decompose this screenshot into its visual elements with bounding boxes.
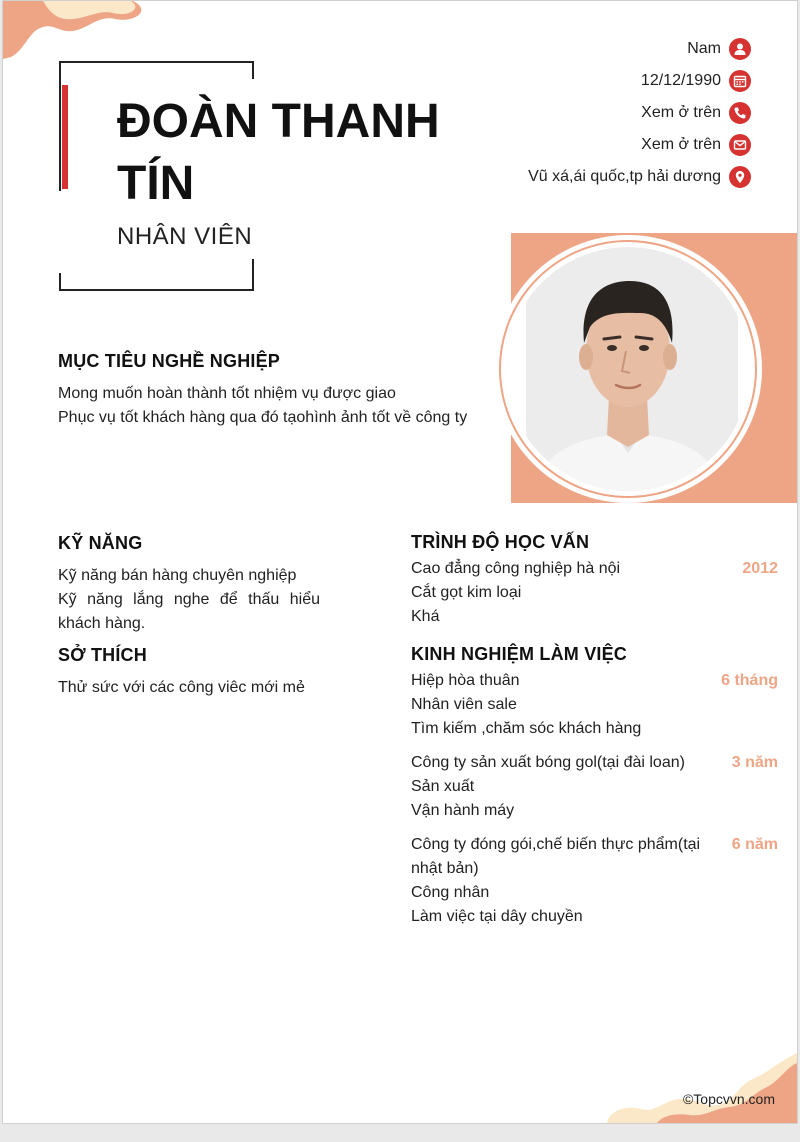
decorative-blob-bottom-right — [597, 1053, 797, 1123]
contact-gender — [528, 33, 751, 65]
hobbies-heading: SỞ THÍCH — [58, 645, 147, 665]
job-duration: 6 năm — [731, 836, 778, 853]
skill-item: Kỹ năng bán hàng chuyên nghiệp — [58, 567, 297, 584]
job-entry — [411, 751, 778, 823]
education-major: Cắt gọt kim loại — [411, 584, 522, 601]
objective-line: Phục vụ tốt khách hàng qua đó tạohình ảnh tốt về công ty — [58, 409, 468, 426]
hobby-item: Thử sức với các công viêc mới mẻ — [58, 679, 305, 696]
job-description: Làm việc tại dây chuyền — [411, 908, 583, 925]
education-grade: Khá — [411, 608, 440, 625]
job-entry — [411, 669, 778, 741]
job-company: Hiệp hòa thuân — [411, 672, 520, 689]
candidate-name: ĐOÀN THANH TÍN — [117, 95, 440, 210]
email-text: Xem ở trên — [641, 136, 721, 153]
contact-phone — [528, 97, 751, 129]
objective-line: Mong muốn hoàn thành tốt nhiệm vụ được giao — [58, 385, 396, 402]
job-role: Nhân viên sale — [411, 696, 517, 713]
contact-email — [528, 129, 751, 161]
skills-section — [58, 533, 320, 636]
contact-info — [528, 33, 751, 193]
job-description: Tìm kiếm ,chăm sóc khách hàng — [411, 720, 642, 737]
user-icon — [729, 38, 751, 60]
profile-photo — [506, 247, 750, 491]
address-text: Vũ xá,ái quốc,tp hải dương — [528, 168, 721, 185]
skill-item: Kỹ năng lắng nghe để thấu hiểu khách hàng. — [58, 591, 320, 632]
career-objective-section — [58, 351, 468, 430]
job-duration: 3 năm — [731, 754, 778, 771]
job-company: Công ty đóng gói,chế biến thực phẩm(tại nhật bản) — [411, 836, 701, 877]
job-description: Vận hành máy — [411, 802, 515, 819]
calendar-icon — [729, 70, 751, 92]
job-role: Công nhân — [411, 884, 490, 901]
education-heading: TRÌNH ĐỘ HỌC VẤN — [411, 532, 590, 552]
contact-address — [528, 161, 751, 193]
work-experience-section — [411, 644, 778, 939]
job-entry — [411, 833, 778, 929]
phone-text: Xem ở trên — [641, 104, 721, 121]
career-objective-heading: MỤC TIÊU NGHỀ NGHIỆP — [58, 351, 281, 371]
red-accent-bar — [62, 85, 68, 189]
hobbies-section — [58, 645, 358, 700]
location-icon — [729, 166, 751, 188]
job-role: Sản xuất — [411, 778, 475, 795]
skills-heading: KỸ NĂNG — [58, 533, 143, 553]
gender-text: Nam — [687, 40, 721, 57]
job-company: Công ty sản xuất bóng gol(tại đài loan) — [411, 754, 685, 771]
copyright-text: ©Topcvvn.com — [682, 1091, 775, 1107]
birthday-text: 12/12/1990 — [640, 72, 721, 89]
education-year: 2012 — [742, 560, 778, 577]
email-icon — [729, 134, 751, 156]
cv-page — [2, 0, 798, 1124]
phone-icon — [729, 102, 751, 124]
name-frame — [59, 61, 440, 291]
education-section — [411, 532, 778, 629]
job-duration: 6 tháng — [721, 672, 778, 689]
work-experience-heading: KINH NGHIỆM LÀM VIỆC — [411, 644, 628, 664]
candidate-title: NHÂN VIÊN — [117, 223, 253, 250]
education-school: Cao đẳng công nghiệp hà nội — [411, 560, 621, 577]
contact-birthday — [528, 65, 751, 97]
